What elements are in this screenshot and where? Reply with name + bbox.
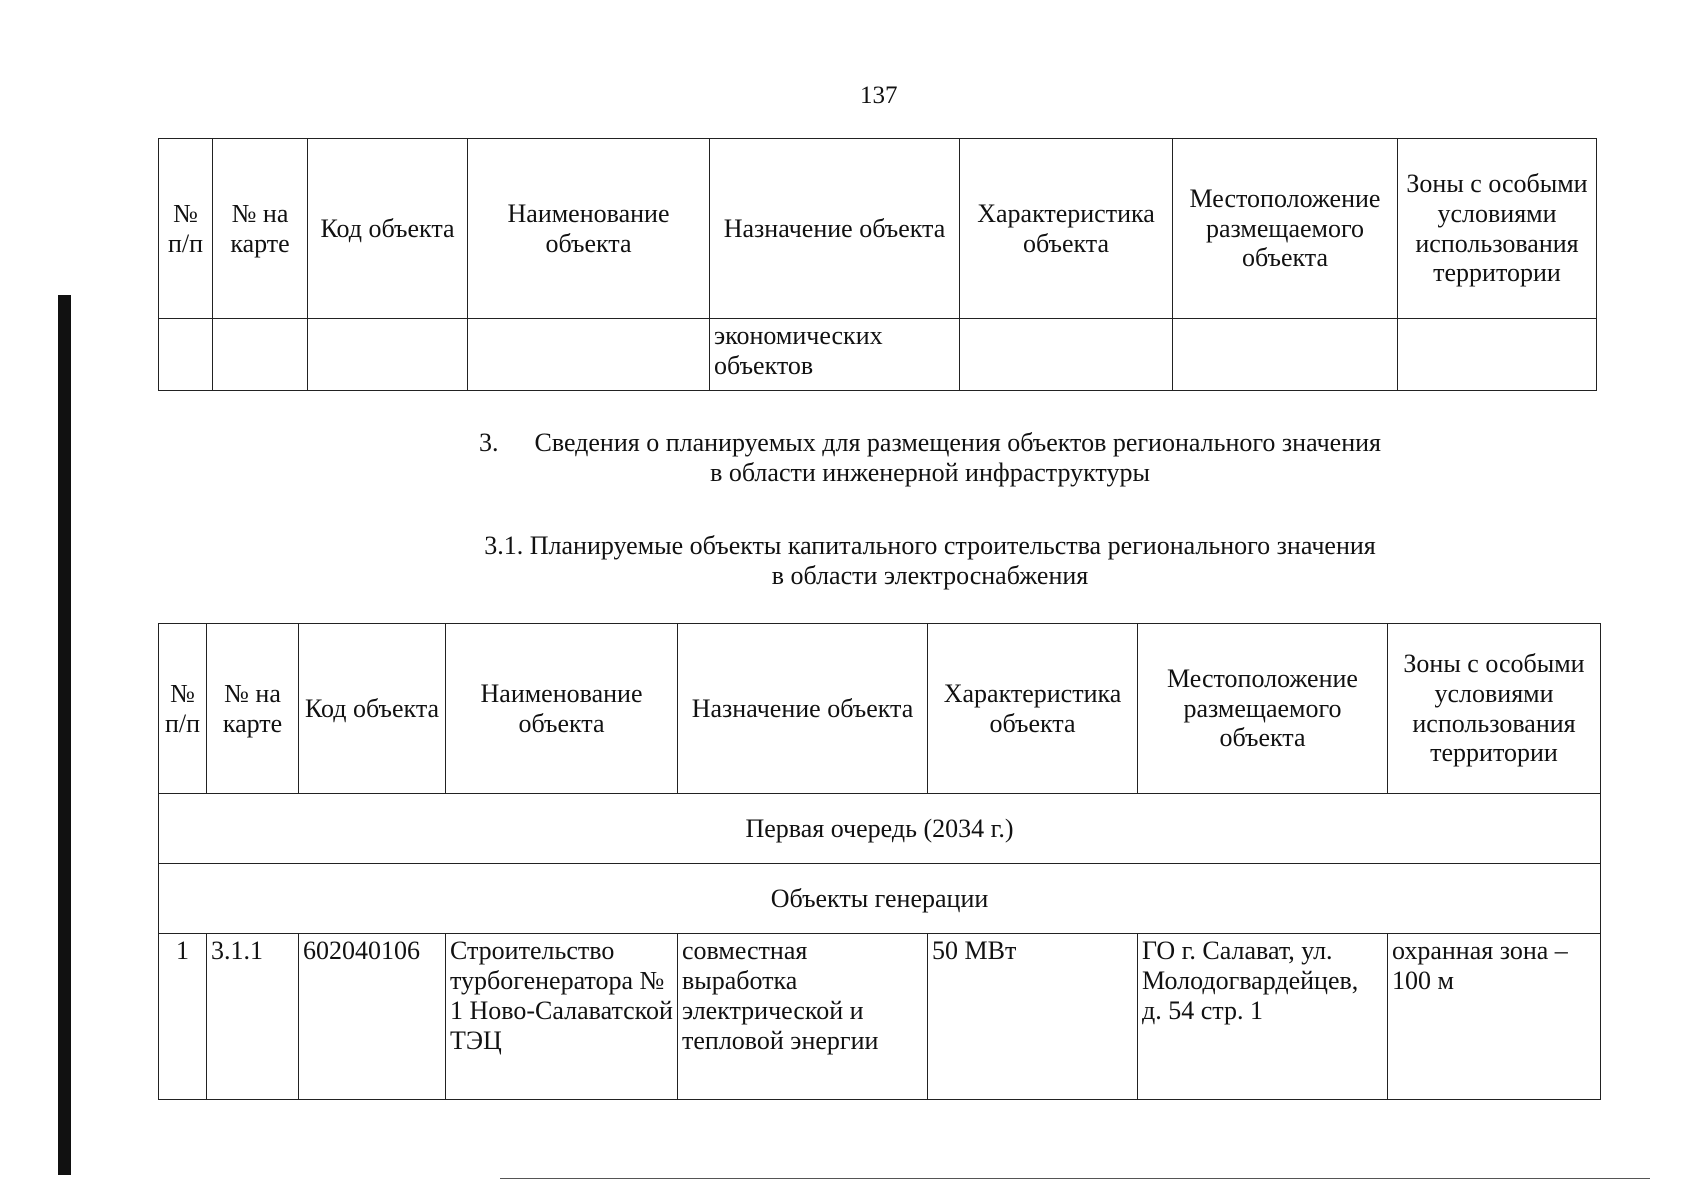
cell-code: 602040106 (299, 934, 446, 1100)
header-name: Наименование объекта (446, 624, 678, 794)
group-label: Объекты генерации (159, 864, 1601, 934)
header-num: № п/п (159, 624, 207, 794)
cell-map-num: 3.1.1 (207, 934, 299, 1100)
table-row (159, 319, 1597, 391)
header-location: Местоположение размещаемого объекта (1138, 624, 1388, 794)
cell-map-num (213, 319, 308, 391)
header-characteristic: Характеристика объекта (928, 624, 1138, 794)
header-zones: Зоны с особыми условиями использования территории (1398, 139, 1597, 319)
cell-location (1173, 319, 1398, 391)
cell-purpose: экономических объектов (710, 319, 960, 391)
header-location: Местоположение размещаемого объекта (1173, 139, 1398, 319)
section-31-title-line2: в области электроснабжения (771, 560, 1089, 590)
cell-code (308, 319, 468, 391)
section-3-number: 3. (479, 428, 499, 457)
header-name: Наименование объекта (468, 139, 710, 319)
section-3-title-line1: Сведения о планируемых для размещения объектов регионального значения (534, 428, 1381, 457)
stage-row (159, 794, 1601, 864)
table-header-row (159, 624, 1601, 794)
header-characteristic: Характеристика объекта (960, 139, 1173, 319)
cell-name (468, 319, 710, 391)
header-map-num: № на карте (213, 139, 308, 319)
header-code: Код объекта (299, 624, 446, 794)
bottom-rule (500, 1178, 1650, 1179)
group-row (159, 864, 1601, 934)
cell-characteristic: 50 МВт (928, 934, 1138, 1100)
cell-zones (1398, 319, 1597, 391)
section-31-heading (430, 531, 1430, 591)
margin-bar (58, 295, 71, 1175)
header-zones: Зоны с особыми условиями использования территории (1388, 624, 1601, 794)
header-map-num: № на карте (207, 624, 299, 794)
continuation-table (158, 138, 1597, 391)
section-31-title-line1: 3.1. Планируемые объекты капитального строительства регионального значения (484, 531, 1376, 560)
table-row (159, 934, 1601, 1100)
header-num: № п/п (159, 139, 213, 319)
power-supply-objects-table (158, 623, 1601, 1100)
cell-name: Строительство турбогенератора № 1 Ново-Салаватской ТЭЦ (446, 934, 678, 1100)
cell-num: 1 (159, 934, 207, 1100)
cell-num (159, 319, 213, 391)
section-3-title-line2: в области инженерной инфраструктуры (710, 457, 1150, 487)
table-header-row (159, 139, 1597, 319)
cell-location: ГО г. Салават, ул. Молодогвардейцев, д. 54 стр. 1 (1138, 934, 1388, 1100)
header-purpose: Назначение объекта (678, 624, 928, 794)
section-3-heading (430, 428, 1430, 488)
cell-characteristic (960, 319, 1173, 391)
page-number: 137 (860, 82, 898, 109)
header-purpose: Назначение объекта (710, 139, 960, 319)
cell-zones: охранная зона – 100 м (1388, 934, 1601, 1100)
header-code: Код объекта (308, 139, 468, 319)
stage-label: Первая очередь (2034 г.) (159, 794, 1601, 864)
cell-purpose: совместная выработка электрической и тепловой энергии (678, 934, 928, 1100)
